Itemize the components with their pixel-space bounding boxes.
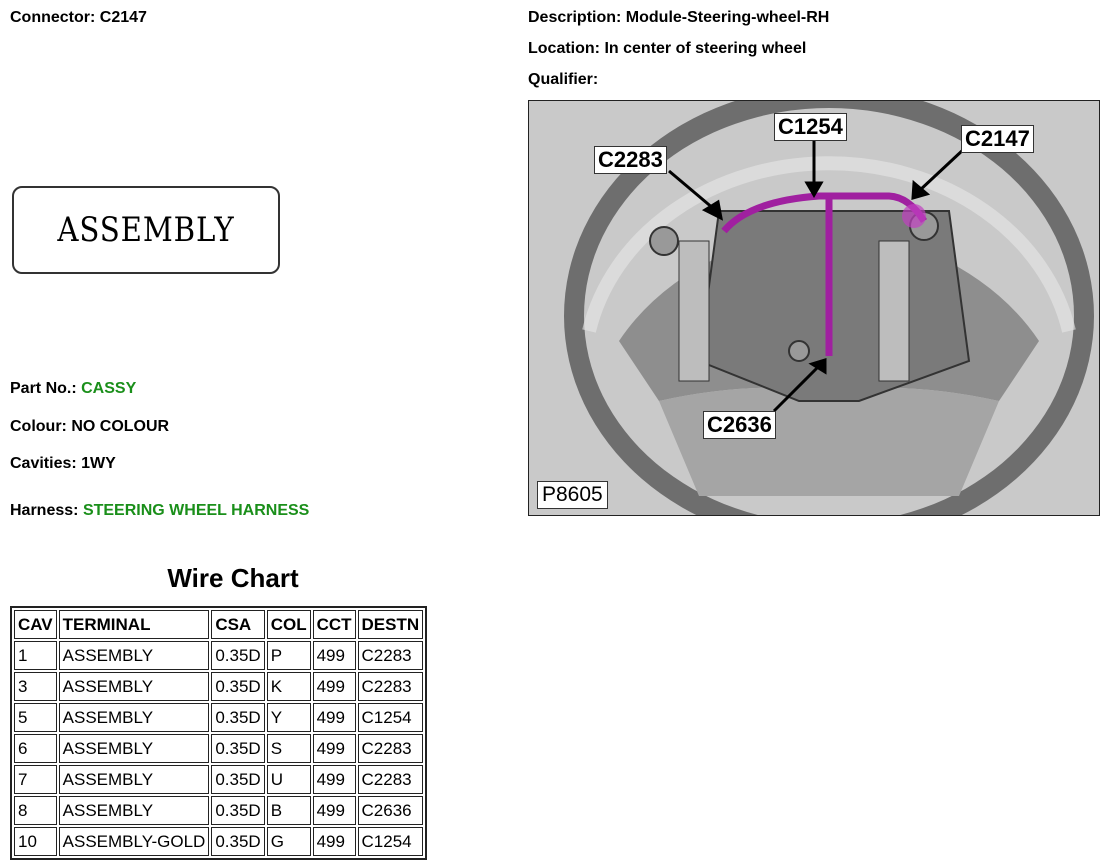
cell-destn: C2283: [358, 672, 424, 701]
cell-csa: 0.35D: [211, 641, 264, 670]
part-number-line: [10, 380, 136, 398]
cell-col: U: [267, 765, 311, 794]
cell-cav: 3: [14, 672, 57, 701]
cell-col: G: [267, 827, 311, 856]
colour-line: [10, 418, 169, 436]
cell-cav: 5: [14, 703, 57, 732]
description-value: Module-Steering-wheel-RH: [625, 9, 830, 26]
qualifier-label: Qualifier:: [528, 71, 599, 88]
cell-cav: 10: [14, 827, 57, 856]
cell-destn: C1254: [358, 827, 424, 856]
connector-label: Connector:: [10, 9, 96, 26]
cell-cct: 499: [313, 672, 356, 701]
cell-terminal: ASSEMBLY-GOLD: [59, 827, 210, 856]
figure-reference: P8605: [537, 481, 608, 509]
table-row: [14, 796, 423, 825]
cell-col: B: [267, 796, 311, 825]
description-line: [528, 9, 829, 27]
table-row: [14, 672, 423, 701]
cell-csa: 0.35D: [211, 827, 264, 856]
header-cct: CCT: [313, 610, 356, 639]
harness-line: [10, 502, 309, 520]
cell-destn: C2283: [358, 641, 424, 670]
callout-c2283: C2283: [594, 146, 667, 174]
cell-destn: C2636: [358, 796, 424, 825]
header-cav: CAV: [14, 610, 57, 639]
cell-cct: 499: [313, 641, 356, 670]
cell-destn: C2283: [358, 734, 424, 763]
wire-chart-table: [10, 606, 427, 860]
qualifier-line: [528, 71, 598, 89]
cell-csa: 0.35D: [211, 796, 264, 825]
harness-link[interactable]: STEERING WHEEL HARNESS: [82, 502, 310, 519]
cell-cct: 499: [313, 734, 356, 763]
cell-col: S: [267, 734, 311, 763]
cell-cav: 1: [14, 641, 57, 670]
header-col: COL: [267, 610, 311, 639]
steering-wheel-diagram: [528, 100, 1100, 516]
cell-cct: 499: [313, 827, 356, 856]
cell-terminal: ASSEMBLY: [59, 796, 210, 825]
header-destn: DESTN: [358, 610, 424, 639]
connector-line: [10, 9, 147, 27]
callout-c2147: C2147: [961, 125, 1034, 153]
cell-terminal: ASSEMBLY: [59, 672, 210, 701]
cell-cct: 499: [313, 765, 356, 794]
cell-terminal: ASSEMBLY: [59, 765, 210, 794]
cell-col: P: [267, 641, 311, 670]
assembly-box-text: ASSEMBLY: [57, 210, 235, 250]
location-label: Location:: [528, 40, 600, 57]
colour-label: Colour:: [10, 418, 67, 435]
cell-cav: 6: [14, 734, 57, 763]
table-row: [14, 734, 423, 763]
location-line: [528, 40, 806, 58]
cavities-label: Cavities:: [10, 455, 77, 472]
description-label: Description:: [528, 9, 622, 26]
cell-csa: 0.35D: [211, 672, 264, 701]
cell-terminal: ASSEMBLY: [59, 703, 210, 732]
cell-cav: 8: [14, 796, 57, 825]
table-row: [14, 703, 423, 732]
cell-terminal: ASSEMBLY: [59, 641, 210, 670]
table-header-row: [14, 610, 423, 639]
table-row: [14, 641, 423, 670]
table-row: [14, 827, 423, 856]
part-number-label: Part No.:: [10, 380, 77, 397]
part-number-link[interactable]: CASSY: [81, 380, 137, 397]
cell-terminal: ASSEMBLY: [59, 734, 210, 763]
cell-cav: 7: [14, 765, 57, 794]
table-row: [14, 765, 423, 794]
cell-csa: 0.35D: [211, 703, 264, 732]
assembly-box: [12, 186, 280, 274]
cavities-line: [10, 455, 116, 473]
cell-cct: 499: [313, 703, 356, 732]
cell-csa: 0.35D: [211, 734, 264, 763]
cell-destn: C1254: [358, 703, 424, 732]
connector-value: C2147: [99, 9, 147, 26]
callout-c2636: C2636: [703, 411, 776, 439]
colour-value: NO COLOUR: [71, 418, 170, 435]
cavities-value: 1WY: [81, 455, 116, 472]
header-csa: CSA: [211, 610, 264, 639]
header-terminal: TERMINAL: [59, 610, 210, 639]
cell-col: Y: [267, 703, 311, 732]
location-value: In center of steering wheel: [604, 40, 807, 57]
harness-label: Harness:: [10, 502, 79, 519]
callout-c1254: C1254: [774, 113, 847, 141]
cell-destn: C2283: [358, 765, 424, 794]
cell-col: K: [267, 672, 311, 701]
wire-chart-title: Wire Chart: [167, 563, 299, 593]
cell-csa: 0.35D: [211, 765, 264, 794]
cell-cct: 499: [313, 796, 356, 825]
